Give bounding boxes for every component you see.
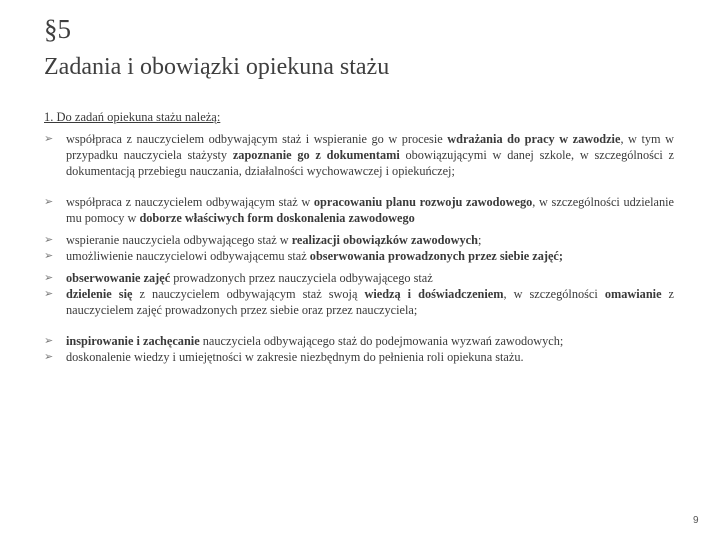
slide-title: Zadania i obowiązki opiekuna stażu [44,54,390,80]
item-text: ; [477,233,482,247]
bold-text: doborze właściwych form doskonalenia zawodowego [139,211,415,225]
arrow-bullet-icon: ➢ [44,132,54,145]
page-number: 9 [693,515,699,526]
item-text: , w szczególności udzielanie mu pomocy w [66,195,674,225]
task-list [44,131,674,365]
arrow-bullet-icon: ➢ [44,233,54,246]
item-text: z nauczycielem odbywającym staż swoją [132,287,365,301]
list-item [44,349,674,365]
section-symbol: §5 [44,14,71,44]
intro-text: 1. Do zadań opiekuna stażu należą: [44,110,221,124]
item-text: wspieranie nauczyciela odbywającego staż w [66,233,292,247]
bold-text: realizacji obowiązków zawodowych [291,233,478,247]
item-text: obowiązującymi w danej szkole, w szczególności z dokumentacją przebiegu nauczania, działalności wychowawczej i opiekuńczej; [66,148,674,178]
item-text: prowadzonych przez nauczyciela odbywającego staż [170,271,433,285]
bold-text: dzielenie się [66,287,133,301]
list-item [44,248,674,264]
list-item [44,333,674,349]
list-item [44,270,674,286]
item-text: , w szczególności [503,287,605,301]
item-text: umożliwienie nauczycielowi odbywającemu staż [66,249,310,263]
arrow-bullet-icon: ➢ [44,195,54,208]
item-text: współpraca z nauczycielem odbywającym staż i wspieranie go w procesie [66,132,448,146]
arrow-bullet-icon: ➢ [44,271,54,284]
bold-text: zapoznanie go z dokumentami [232,148,400,162]
bold-text: obserwowania prowadzonych przez siebie zajęć; [309,249,563,263]
bold-text: obserwowanie zajęć [66,271,171,285]
item-text: współpraca z nauczycielem odbywającym staż w [66,195,314,209]
bold-text: wdrażania do pracy w zawodzie [447,132,621,146]
bold-text: inspirowanie i zachęcanie [66,334,200,348]
list-item [44,286,674,318]
bold-text: omawianie [604,287,662,301]
arrow-bullet-icon: ➢ [44,350,54,363]
slide-content [44,110,674,365]
item-text: , w tym w przypadku nauczyciela stażysty [66,132,674,162]
arrow-bullet-icon: ➢ [44,287,54,300]
list-item [44,232,674,248]
arrow-bullet-icon: ➢ [44,249,54,262]
item-text: z nauczycielem zajęć prowadzonych przez siebie oraz przez nauczyciela; [66,287,675,317]
item-text: nauczyciela odbywającego staż do podejmowania wyzwań zawodowych; [199,334,564,348]
arrow-bullet-icon: ➢ [44,334,54,347]
list-item [44,131,674,179]
bold-text: opracowaniu planu rozwoju zawodowego [313,195,533,209]
bold-text: wiedzą i doświadczeniem [364,287,504,301]
list-item [44,194,674,226]
item-text: doskonalenie wiedzy i umiejętności w zakresie niezbędnym do pełnienia roli opiekuna stażu. [66,350,524,364]
